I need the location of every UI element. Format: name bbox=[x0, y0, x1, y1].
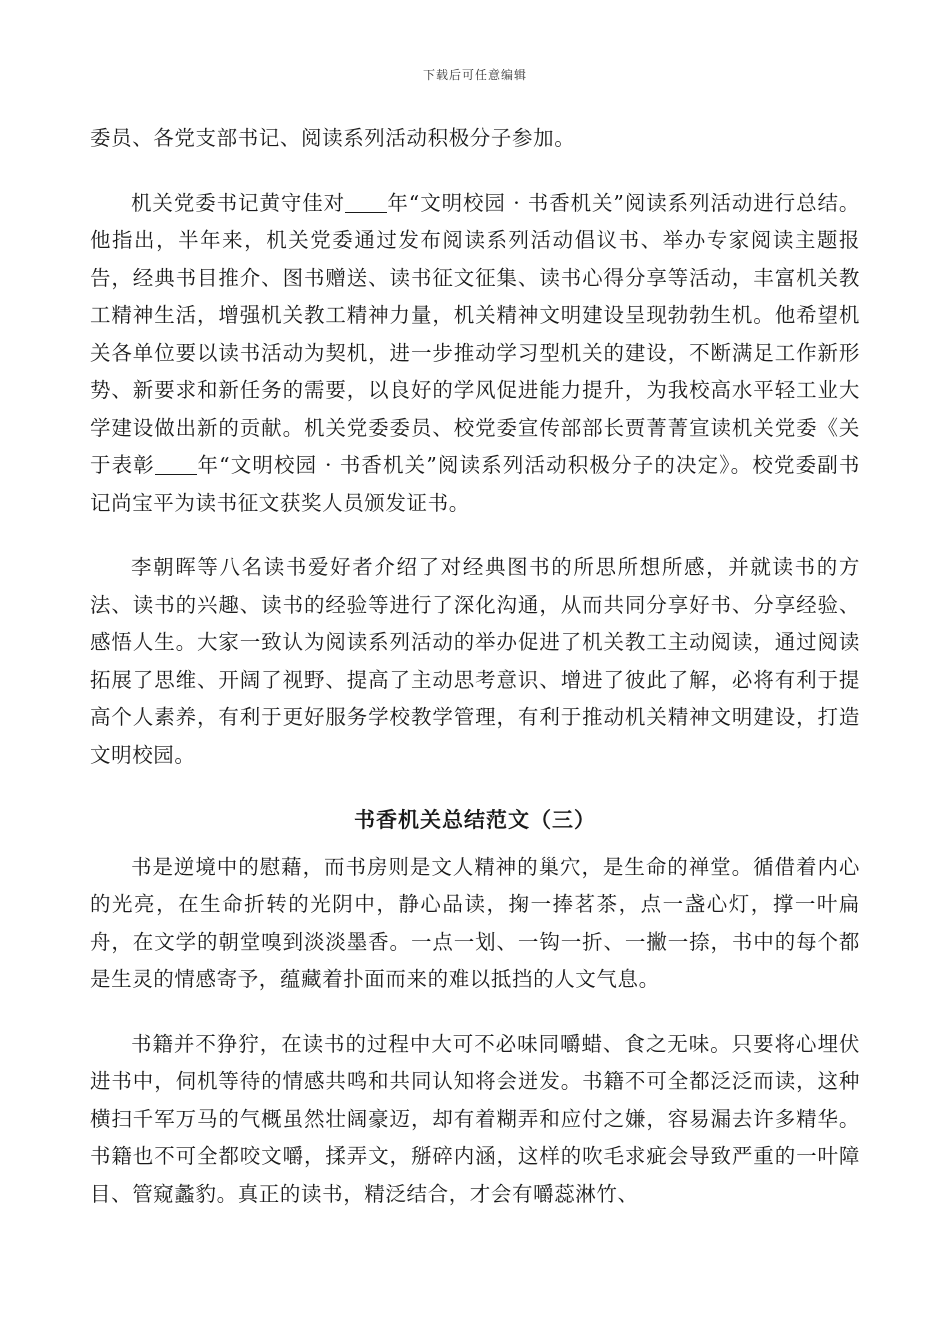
paragraph-4: 书是逆境中的慰藉，而书房则是文人精神的巢穴，是生命的禅堂。循借着内心的光亮，在生命折转的光阴中，静心品读，掬一捧茗茶，点一盏心灯，撑一叶扁舟，在文学的朝堂嗅到淡淡墨香。一点一划、一钩一折、一撇一捺，书中的每个都是生灵的情感寄予，蕴藏着扑面而来的难以抵挡的人文气息。 bbox=[90, 854, 860, 991]
header-note: 下载后可任意编辑 bbox=[422, 68, 527, 82]
paragraph-gap bbox=[90, 522, 860, 549]
paragraph-gap bbox=[90, 158, 860, 185]
paragraph-gap bbox=[90, 774, 860, 801]
paragraph-2-part-c: 年“文明校园 · 书香机关”阅读系列活动积极分子的决定》。校党委副书记尚宝平为读书征文获奖人员颁发证书。 bbox=[90, 453, 860, 515]
paragraph-3: 李朝晖等八名读书爱好者介绍了对经典图书的所思所想所感，并就读书的方法、读书的兴趣、读书的经验等进行了深化沟通，从而共同分享好书、分享经验、感悟人生。大家一致认为阅读系列活动的举办促进了机关教工主动阅读，通过阅读拓展了思维、开阔了视野、提高了主动思考意识、增进了彼此了解，必将有利于提高个人素养，有利于更好服务学校教学管理，有利于推动机关精神文明建设，打造文明校园。 bbox=[90, 555, 860, 767]
paragraph-gap bbox=[90, 839, 860, 849]
fill-in-blank bbox=[345, 194, 387, 213]
section-title: 书香机关总结范文（三） bbox=[354, 807, 596, 832]
paragraph-2-part-b: 年“文明校园 · 书香机关”阅读系列活动进行总结。他指出，半年来，机关党委通过发布阅读系列活动倡议书、举办专家阅读主题报告，经典书目推介、图书赠送、读书征文征集、读书心得分享等活动，丰富机关教工精神生活，增强机关教工精神力量，机关精神文明建设呈现勃勃生机。他希望机关各单位要以读书活动为契机，进一步推动学习型机关的建设，不断满足工作新形势、新要求和新任务的需要，以良好的学风促进能力提升，为我校高水平轻工业大学建设做出新的贡献。机关党委委员、校党委宣传部部长贾菁菁宣读机关党委《关于表彰 bbox=[90, 190, 861, 477]
paragraph-2 bbox=[90, 185, 860, 523]
paragraph-5: 书籍并不狰狞，在读书的过程中大可不必味同嚼蜡、食之无味。只要将心埋伏进书中，伺机等待的情感共鸣和共同认知将会迸发。书籍不可全都泛泛而读，这种横扫千军万马的气概虽然壮阔豪迈，却有着糊弄和应付之嫌，容易漏去许多精华。书籍也不可全都咬文嚼，揉弄文，掰碎内涵，这样的吹毛求疵会导致严重的一叶障目、管窥蠡豹。真正的读书，精泛结合，才会有嚼蕊淋竹、 bbox=[90, 1031, 860, 1206]
paragraph-gap bbox=[90, 999, 860, 1026]
paragraph-1: 委员、各党支部书记、阅读系列活动积极分子参加。 bbox=[90, 126, 576, 150]
paragraph-2-part-a: 机关党委书记黄守佳对 bbox=[131, 190, 346, 215]
fill-in-blank bbox=[155, 456, 197, 475]
document-body bbox=[90, 120, 860, 1213]
